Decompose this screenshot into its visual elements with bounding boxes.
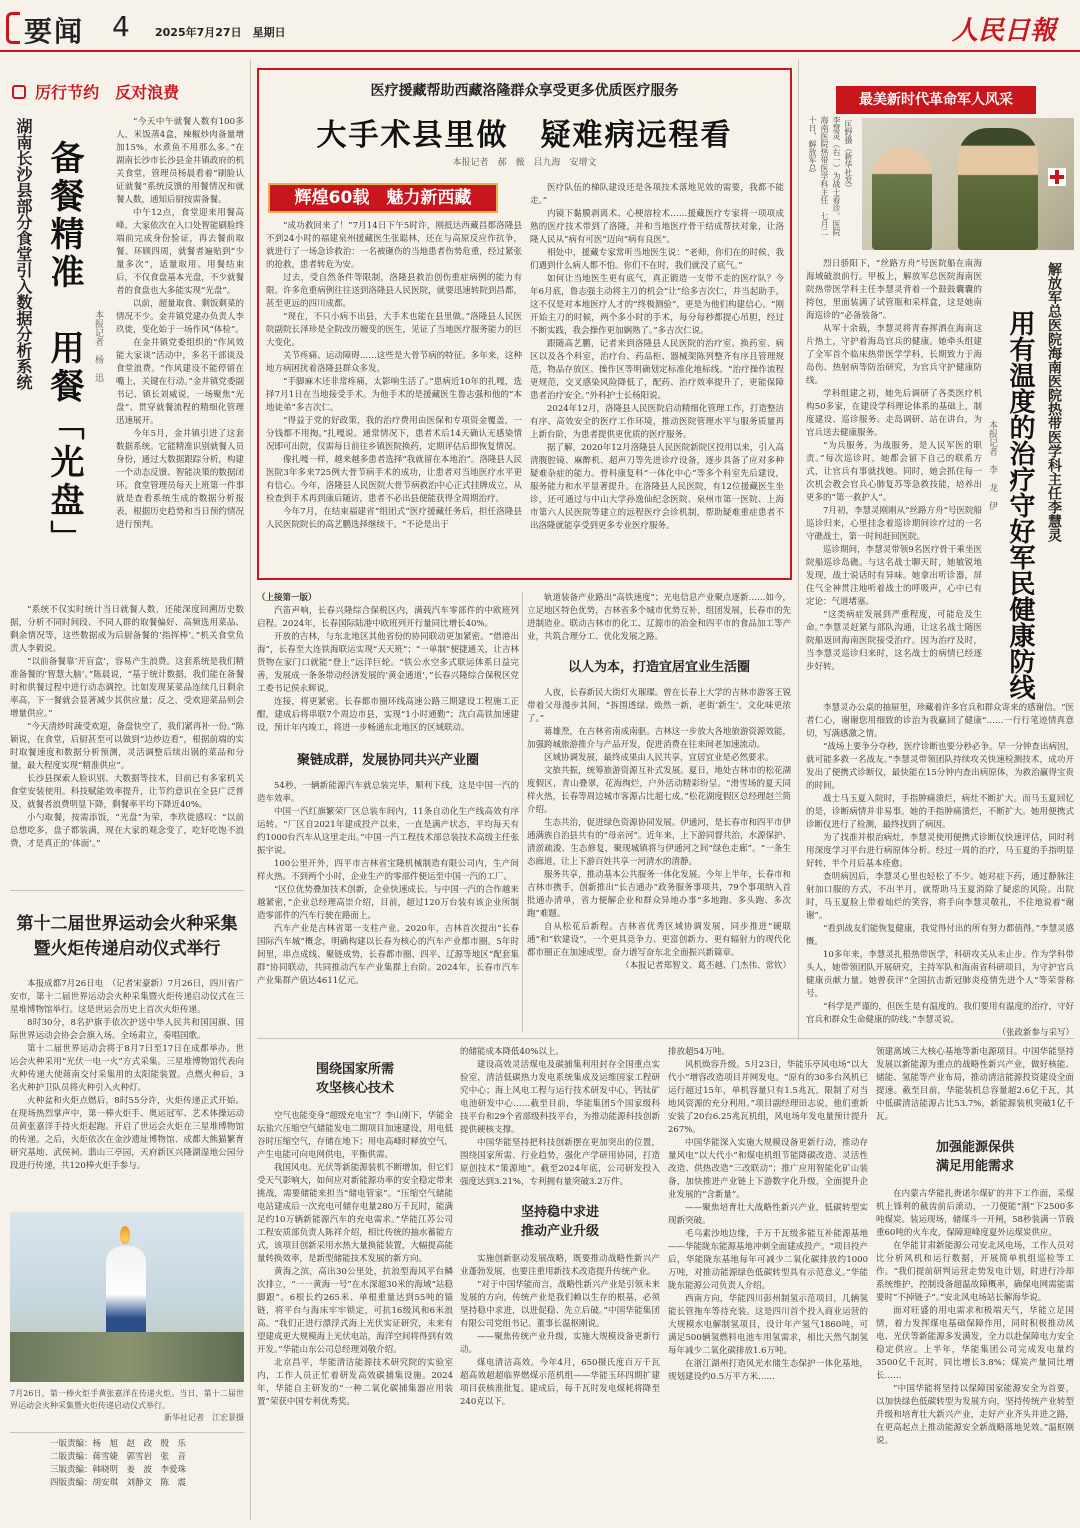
energy-para: 黄海之滨，高出30公里处，抗浪型海风平台鳞次排立，“一一黄海一号”在水深超30米的海域“站稳脚跟”。6根长约265米、单根重量达到55吨的锚链，将平台与海床牢牢锁定，可抗16级风和6米浪高。“我们正进行漂浮式海上光伏实证研究，未来有望建成更大规模海上光伏电站，海洋空间将得到有效开发。”华能山东公司总经理刘敬介绍。 [257, 1267, 453, 1355]
left-para: 长沙县探索人脸识别、大数据等技术，目前已有多家机关食堂安装使用。科技赋能效率提升，让节约意识在全县广泛普及，就餐者浪费明显下降，剩餐率平均下降近40%。 [10, 774, 244, 810]
editor-names: 胡安琪 刘静文 陈 震 [92, 1478, 187, 1488]
energy-para: 的储能成本降低40%以上。 [460, 1047, 564, 1057]
feature-para: “得益于党的好政策，我的治疗费用由医保和专项资金覆盖，一分钱都不用掏。”扎嘎说。通常情况下，患者术后14天确认无感染情况即可出院，仅需每日前往乡镇医院换药，定期评估后即恢复情况。 [266, 416, 522, 452]
energy-col-4 [876, 1046, 1074, 1520]
right-para: 巡诊期间，李慧灵带领9名医疗骨干乘坐医院船巡诊岛礁。与这名战士聊天时，她敏锐地发现，战士说话时有异味。她拿出听诊器，屏住气全神贯注地听着战士的呼吸声，心中已有定论：气道堵塞。 [806, 545, 982, 607]
feature-para: 关节疼痛、运动障碍……这些是大骨节病的特征。多年来，这种地方病困扰着洛隆县群众多发。 [266, 351, 522, 374]
continuation-label: （上接第一版） [257, 593, 317, 603]
torch-para: 本报成都7月26日电 （记者宋豪新）7月26日，四川省广安市，第十二届世界运动会火种采集暨火炬传递启动仪式在三星堆博物馆举行。这是世运会历史上首次火炬传递。 [10, 979, 244, 1015]
jilin-para: 生态共治，促进绿色资源协同发展。伊通河，是长春市和四平市伊通满族自治县共有的“母亲河”。近年来，上下游同督共治，水源保护、清淤疏浚、生态修复，聚现城镇将与伊通河之间“绿色走廊”。“一条生态廊道，让上下游百姓共享一河清水的清静。 [527, 818, 791, 867]
right-byline: 本报记者 李 龙 伊 [987, 420, 997, 510]
feature-column-b [530, 182, 784, 572]
torch-article [10, 978, 244, 1208]
feature-para: 像扎嘎一样，越来越多患者选择“我就留在本地治”。洛隆县人民医院3年多来725例大骨节病手术的成功，让患者对当地医疗水平更有信心。今年，洛隆县人民医院大骨节病救治中心正式挂牌成立，从检查到手术再到康后随访，患者不必出县便能获得全周期治疗。 [266, 455, 522, 504]
right-para: 查明病因后，李慧灵心里也轻松了不少。她对症下药，通过静脉注射加口服的方式，不出半月，就帮助马玉夏消除了疑虑的风险。出院时，马玉夏脸上带着灿烂的笑容，将手向李慧灵敬礼，不住地说着“谢谢”。 [806, 872, 1074, 921]
feature-para: “成功救回来了！”7月14日下午5时许，刚抵达西藏昌都洛隆县不到24小时的福建泉州援藏医生张聪林，还在与高原反应作抗争，就进行了一场急诊救治：一名被砸伤的当地患者伤势危重，经过紧张的抢救，患者转危为安。 [266, 221, 522, 270]
left-para: “今天清炒时蔬受欢迎，备盘快空了，我们紧再补一份。”陈颖说，在食堂，后厨甚至可以做到“边炒边看”，根据前端的实时取餐速度和数据分析预测，灵活调整后续出锅的菜品和分量，最大程度实现“精准供应”。 [10, 722, 244, 771]
energy-para: 面对旺盛的用电需求和极端天气，华能立足国情，着力发挥煤电基础保障作用，同时积极推动风电、光伏等新能源多发满发，全力以赴保障电力安全稳定供应。上半年，华能集团公司完成发电量约3500亿千瓦时，同比增长3.8%；煤炭产量同比增长…… [876, 1306, 1074, 1381]
caption-text: 7月26日，第一棒火炬手黄张嘉洋在传递火炬。当日，第十二届世界运动会火种采集暨火炬传递启动仪式举行。 [10, 1389, 244, 1410]
editor-names: 蒋雪婕 郭雪岩 张 音 [92, 1452, 187, 1462]
left-headline: 备餐精准 用餐「光盘」 [44, 140, 84, 558]
right-para: 为了找准并根治病灶，李慧灵使用便携式诊断仪快速评估，同时利用深度学习平台进行病原体分析。经过一周的治疗，马玉夏的手指明显好转，半个月后基本痊愈。 [806, 833, 1074, 869]
right-para: 李慧灵办公桌的抽屉里，珍藏着许多官兵和群众寄来的感谢信。“医者仁心，谢谢您用细致的诊治为我赢回了健康”……一行行笔迹情真意切，写满感激之情。 [806, 703, 1074, 739]
energy-para: 建设高效灵活煤电及碳捕集利用封存全国重点实验室，清洁低碳热力发电系统集成及运维国家工程研究中心；海上风电工程与运行技术研发中心，钙钛矿电池研发中心……截至目前，华能集团5个国家级科技平台和29个省部级科技平台，为推动能源科技创新提供硬核支撑。 [460, 1060, 660, 1135]
editor-line [50, 1477, 240, 1490]
crowd-band [10, 1332, 244, 1382]
torch-para: 第十二届世界运动会将于8月7日至17日在成都举办。世运会火种采用“光伏一电一火”方式采集。三星堆博物馆代表向火种传递大使蒋南交付采集用的太阳能装置。点燃火种后，3名火种护卫队员将火种引入火种灯。 [10, 1044, 244, 1093]
red-cross-icon [1048, 168, 1066, 186]
right-kicker-text: 最美新时代革命军人风采 [859, 92, 1013, 108]
torch-headline [10, 912, 244, 962]
editor-names: 韩晓明 姜 波 李爱珠 [92, 1465, 187, 1475]
energy-para: 中国华能坚持把科技创新摆在更加突出的位置，围绕国家所需、行业趋势，强化产学研用协同，打造原创技术“策源地”。截至2024年底，公司研发投入强度达到3.21%，专利拥有量突破3.2万件。 [460, 1138, 660, 1187]
energy-para: 实施创新驱动发展战略，既要推动战略性新兴产业蓬勃发展，也要注重用新技术改造提升传统产业。 [460, 1254, 660, 1277]
right-para: “这类病症发展到严重程度，可能危及生命。”李慧灵赶紧与部队沟通，让这名战士随医院船返回海南医院接受治疗。因为治疗及时，当李慧灵巡诊归来时，这名战士的病情已经逐步好转。 [806, 610, 982, 672]
thrift-kicker [12, 80, 242, 108]
masthead [0, 0, 1080, 52]
jilin-para: 区域协调发展，最终成果由人民共享，宜居宜业是必然要求。 [544, 753, 774, 763]
doctor-figure-right [958, 128, 1038, 250]
jilin-para: 服务共享，推动基本公共服务一体化发展。今年上半年，长春市和吉林市携手，创新推出“长吉通办”政务服务事项共，79个事项纳入首批通办清单，省力便解企业和群众异地办事“多地跑、多头跑、多次跑”难题。 [527, 870, 791, 919]
editor-role: 三版责编： [50, 1465, 93, 1475]
jilin-para: 汽车产业是吉林省第一支柱产业。2020年，吉林首次提出“长春国际汽车城”概念，明确构建以长春为核心的汽车产业都市圈。5年时间里，串点成线、聚链成势，长春都市圈、四平、辽源等地区“配套集群”协同联动，共同推动汽车产业集群上台阶。2024年，长春市汽车产业集群产值达4611亿元。 [257, 924, 519, 986]
feature-para: 医疗队伍的梯队建设还是各项技术落地见效的需要，我都不能走。” [530, 183, 784, 206]
right-headline: 用有温度的治疗守好军民健康防线 [1005, 310, 1035, 700]
energy-para: 领建离域三大核心基地等新电源项目。中国华能坚持发展以新能源为重点的战略性新兴产业，做好核能、储能、氢能等产业布局，推动清洁能源投资建设全面提速。截至目前，华能装机总容量超2.6亿千瓦，其中低碳清洁能源占比53.7%，新能源装机突破1亿千瓦。 [876, 1047, 1074, 1122]
energy-subhead-upgrade: 坚持稳中求进 推动产业升级 [520, 1205, 599, 1239]
badge-text: 辉煌60载 魅力新西藏 [294, 188, 472, 208]
energy-para: 西南方向，华能四川彭州制氢示范项目，几辆氢能长管拖车等待充装。这是四川首个投入商业运营的大规模水电解制氢项目，设计年产氢气1860吨，可满足500辆氢燃料电池车用氢需求，相比天然气制氢每年减少二氧化碳排放1.6万吨。 [668, 1294, 868, 1356]
feature-para: 相处中，援藏专家常听当地医生说：“老师，你们在的时候，我们遇到什么病人都不怕。你们不在时，我们就没了底气。” [530, 248, 784, 271]
left-para: “今天中午就餐人数有100多人，米饭蒸4盒，辣椒炒肉备量增加15%，水煮鱼不用那么多。”在湖南长沙市长沙县金井镇政府的机关食堂，管理员杨晨看着“刷脸认证就餐”系统反馈的用餐情况和就餐人数，通知后厨按需备餐。 [116, 117, 244, 205]
left-para: 在金井镇党委组织的“作风效能大家谈”活动中，多名干部谈及食堂浪费。“作风建设不能停留在嘴上，关键在行动。”金井镇党委副书记、镇长刘威说，一场聚焦“光盘”、贯穿就餐流程的精细化管理迅速展开。 [116, 338, 244, 426]
energy-col-2 [460, 1046, 660, 1520]
right-para: “看到战友们能恢复健康，我觉得付出的所有努力都值得。”李慧灵感慨。 [806, 924, 1074, 947]
jilin-para: 54秒，一辆新能源汽车就总装完毕，顺利下线，这是中国一汽的造车效率。 [257, 781, 519, 804]
soldier-figure-left [872, 148, 932, 250]
jilin-para: 连接，将更紧密。长春都市圈环线高速公路三期建设工程施工正酣，建成后将串联7个周边市县，实现“1小时通勤”；沈白高铁加速建设，预计年内竣工，将进一步畅通东北地区的区域联动。 [257, 697, 519, 733]
torch-headline-line1: 第十二届世界运动会火种采集 [16, 914, 238, 934]
energy-para: “对于中国华能而言，战略性新兴产业是引领未来发展的方向，传统产业是我们赖以生存的根基，必须坚持稳中求进，以进促稳、先立后破。”中国华能集团有限公司党组书记、董事长温枢刚说。 [460, 1280, 660, 1329]
section-title: 要闻 [24, 15, 85, 48]
editor-role: 二版责编： [50, 1452, 93, 1462]
jilin-footer: （本报记者郑智文、葛丕越、门杰伟、常钦） [620, 961, 791, 971]
editors-box [50, 1438, 240, 1490]
feature-para: 如何让当地医生更有底气，真正锻造一支带不走的医疗队？今年6月底，鲁志强主动将主刀的机会“让”给多吉次仁，并当起助手。这不仅是对本地医疗人才的“终极测验”，更是为他们构建信心。“刚开始主刀的时候，两个多小时的手术，每分每秒都提心吊胆，经过不断实践，我会操作更加娴熟了。”多吉次仁说。 [530, 274, 784, 336]
jilin-col-1 [257, 592, 519, 1034]
kicker-icon [12, 85, 26, 99]
left-subhead: 湖南长沙县部分食堂引入数据分析系统 [14, 118, 33, 390]
right-para: 从军十余载，李慧灵将青春挥洒在海南这片热土，守护着海岛官兵的健康。她牵头组建了全军首个临床热带医学学科，长期致力于海岛伤、热射病等防治研究，为官兵守护健康防线。 [806, 324, 982, 386]
jilin-para: 轨道装备产业路出“高铁速度”；光电信息产业聚点逐新……如今，立足地区特色优势，吉林省多个城市优势互补，组团发展，长春市的先进制造业、联动吉林市的化工、辽源市的冶金和四平市的食品加工等产业，共筑合理分工、优化发展之路。 [527, 593, 791, 642]
energy-col-3 [668, 1046, 868, 1520]
energy-para: “中国华能将坚持以保障国家能源安全为首要，以加快绿色低碳转型为发展方向，坚持传统产业转型升级和培育壮大新兴产业，走好产业齐头并进之路，在更高起点上推动能源安全新战略落地见效。”温枢刚说。 [876, 1384, 1074, 1446]
feature-column-a [266, 220, 522, 572]
right-para: “为兵服务，为战服务，是人民军医的职责。”每次巡诊时，她都会留下自己的联系方式，让官兵有事就找她。同时，她会抓住每一次机会教会官兵心肺复苏等急救技能，培养出更多的“第一救护人”。 [806, 441, 982, 503]
kicker-text: 厉行节约 反对浪费 [35, 83, 180, 102]
editor-names: 杨 旭 赵 政 殷 乐 [92, 1439, 187, 1449]
energy-para: 空气也能变身“超级充电宝”？李山刚下，华能金坛盐穴压缩空气储能发电二期项目加速建设，用电低谷时压缩空气，存储在地下；用电高峰时释放空气，产生电能可向电网供电，平衡供需。 [257, 1111, 453, 1160]
energy-para: 我国风电、光伏等新能源装机不断增加，但它们受天气影响大，如何应对新能源功率的安全稳定带来挑战，需要储能来担当“储电管家”。“压缩空气储能电站建成后一次充电可储存电量280万千瓦时，能满足约10万辆新能源汽车的充电需求。”华能江苏公司工程安质部负责人陈祥介绍，相比传统的抽水蓄能方式，该项目创新采用水热大量换能装置，大幅提高能量转换效率，是新型储能技术发展的新方向。 [257, 1163, 453, 1264]
jilin-para: 自从松花后新程。吉林省优秀区域协调发展，同步推进“硬联通”和“软建设”，一个更具竞争力、更富创新力、更有辐射力的现代化都市圈正在加速成型，奋力谱写奋东北全面振兴新篇章。 [527, 922, 791, 958]
feature-byline: 本报记者 郝 薇 吕九海 安增文 [452, 158, 597, 168]
divider [10, 890, 244, 891]
left-article-upper [116, 116, 244, 602]
left-para: 小勺取餐，按需添饭，“光盘”为荣，李玖徙感叹：“以前总想吃多，盘子都装满，现在大家的观念变了，吃好吃饱不浪费，才是真正的‘体面’。” [10, 813, 244, 849]
right-para: 10多年来，李慧灵扎根热带医学，科研攻关从未止步。作为学科带头人，她带领团队开展研究，主持军队和海南省科研项目，为守护官兵健康贡献力量。她曾获评“全国抗击新冠肺炎疫情先进个人”等荣誉称号。 [806, 950, 1074, 999]
feature-para: 内镜下黏膜剥离术、心梗溶栓术……援藏医疗专家将一项项成熟的医疗技术带到了洛隆，并和当地医疗骨干结成帮扶对象，让洛隆人民从“病有可医”迈向“病有良医”。 [530, 209, 784, 245]
left-para: 今年5月，金井镇引进了这套数据系统。它能精准识别就餐人员身份，通过大数据跟踪分析，构建一个动态反馈、智能决策的数据闭环。食堂管理员每天上班第一件事就是查看系统生成的数据分析报表，根据历史趋势和当日预约情况进行预判。 [116, 429, 244, 530]
jilin-subhead-industry: 聚链成群，发展协同共兴产业圈 [296, 753, 479, 768]
jilin-para: 开放的吉林，与东北地区其他省份的协同联动更加紧密。“借港出海”，长春至大连铁海联运实现“天天班”；“一单制”便捷通关，让吉林货物在家门口就能“登上”远洋巨轮。“铁公水空多式联运体系日益完善，发展成一条条带动经济发展的‘黄金通道’，”长春兴隆综合保税区党工委书记侯永辉说。 [257, 632, 519, 694]
torch-photo [10, 1212, 244, 1382]
feature-para: 过去，受自然条件等限制，洛隆县救治创伤重症病例的能力有限。许多危重病例往往送到洛隆县人民医院，就要迅速转院到昌都，甚至更远的四川成都。 [266, 273, 522, 309]
right-kicker [836, 86, 1036, 114]
right-photo-credit: 匡野摄（新华社发） [844, 120, 853, 192]
energy-para: 在浙江湖州打造风光水储生态保护一体化基地，规划建设约0.5万平方米…… [668, 1359, 868, 1382]
right-footer: （张政新参与采写） [997, 1028, 1074, 1038]
feature-kicker: 医疗援藏帮助西藏洛隆群众享受更多优质医疗服务 [370, 83, 679, 99]
jilin-para: 中国一汽红旗繁荣厂区总装车间内，11条自动化生产线高效有序运转。“厂区自2021年建成投产以来，一直是满产状态，平均每天有约1000台汽车从这里走出。”中国一汽工程技术部总装技术高级主任张振宇说。 [257, 807, 519, 856]
right-para: 战士马玉夏入院时，手指肿痛溃烂，病灶不断扩大。而马玉夏回忆的是，诊断病情并非易事。她的手指肿痛溃烂，不断扩大。她用便携式诊断仪进行了检测，最终找到了病因。 [806, 794, 1074, 830]
page-number: 4 [112, 10, 130, 43]
jilin-para: 100公里开外，四平市吉林省宝隆机械制造有限公司内，生产间样火热。不到两个小时，企业生产的零部件便运至中国一汽的工厂。 [257, 859, 519, 882]
issue-date: 2025年7月27日 星期日 [155, 26, 286, 39]
torch-para: 8时30分，8名护旗手依次护送中华人民共和国国旗、国际世界运动会协会会旗入场。全场肃立，奏唱国歌。 [10, 1018, 244, 1041]
feature-para: “现在，不只小病不出县，大手术也能在县里做。”洛隆县人民医院副院长泽珍是全院改历嬗变的医生，见证了当地医疗服务能力的巨大变化。 [266, 312, 522, 348]
energy-col-1 [257, 1046, 453, 1520]
doctor-photo [862, 118, 1074, 250]
energy-subhead-tech: 围绕国家所需 攻坚核心技术 [315, 1062, 394, 1096]
tibet-badge [268, 183, 498, 213]
torch-flame-icon [120, 1226, 130, 1244]
left-article-lower [10, 604, 244, 876]
right-article-lower [806, 702, 1074, 1038]
torch-headline-line2: 暨火炬传递启动仪式举行 [33, 939, 221, 959]
jilin-para: “区位优势叠加技术创新，企业快速成长。与中国一汽的合作越来越紧密，”企业总经理高崇介绍，目前，超过120万台装有该企业所制造零部件的汽车行驶在路面上。 [257, 885, 519, 921]
section-divider [257, 1038, 1074, 1039]
left-para: “以前备餐靠‘开盲盒’，容易产生浪费。这套系统是我们精准备餐的‘智慧大脑’。”陈晨说，“基于统计数据，我们能在备餐时和供餐过程中进行动态调控。比如发现某菜品连续几日剩余率高，下一餐就会显著减少其供应量；反之，受欢迎菜品则会增量供应。” [10, 657, 244, 719]
masthead-left-bracket [6, 12, 20, 44]
right-photo-caption: 李慧灵（右一）为战士看诊。医院海南医院热带医学科主任 七月二十日，解放军总 [808, 116, 841, 236]
jilin-para: 汽笛声响，长春兴隆综合保税区内，满载汽车零部件的中欧班列启程。2024年，长春国际陆港中欧班列开行量同比增长40%。 [257, 606, 519, 629]
right-para: “战场上要争分夺秒，医疗诊断也要分秒必争。早一分钟查出病因，就可能多救一名战友。”李慧灵带领团队持续攻关快速检测技术，成功开发出了便携式诊断仪，最快能在15分钟内查出病原体，为救治赢得宝贵的时间。 [806, 742, 1074, 791]
right-para: 学科组建之初，她先后调研了各类医疗机构50多家，在建设学科理论体系的基础上，制度建设、巡诊服务、走岛调研、站在讲台，为官兵送去健康服务。 [806, 389, 982, 438]
torch-photo-caption [10, 1388, 244, 1424]
energy-para: 煤电清洁高效。今年4月，650摄氏度百万千瓦超高效超超临界燃煤示范机组——华能玉环四期扩建项目获核准批复。建成后，每千瓦时发电煤耗将降至240克以下。 [460, 1358, 660, 1407]
column-divider [522, 592, 523, 1032]
editor-line [50, 1451, 240, 1464]
right-para: “科学是严谨的，但医生是有温度的。我们要用有温度的治疗，守好官兵和群众生命健康的防线。”李慧灵说。 [806, 1002, 1074, 1025]
right-para: 烈日骄阳下，“丝路方舟”号医院船在南海海域破浪前行。甲板上，解放军总医院海南医院热带医学科主任李慧灵背着一个鼓鼓囊囊的挎包，里面装满了试管瓶和采样盒，这是她南海巡诊的“必备装备”。 [806, 259, 982, 321]
feature-para: 2024年12月，洛隆县人民医院启动精细化管理工作，打造整洁有序、高效安全的医疗工作环境，推动医院管理水平与服务质量再上新台阶，为患者提供更优质的医疗服务。 [530, 404, 784, 440]
newspaper-logo: 人民日報 [952, 16, 1057, 46]
masthead-rule [0, 50, 1080, 52]
jilin-subhead-livable: 以人为本，打造宜居宜业生活圈 [567, 660, 750, 675]
energy-para: 北京昌平，华能清洁能源技术研究院的实验室内，工作人员正忙着研发高效碳捕集设施。2024年，华能自主研发的“一种二氧化碳捕集器应用装置”荣获中国专利优秀奖。 [257, 1358, 453, 1407]
torch-para: 火种盆和火炬点燃后，8时55分许，火炬传递正式开始。在现场热烈掌声中，第一棒火炬手、奥运冠军、艺术体操运动员黄张嘉洋手持火炬起跑。开启了世运会火炬在三星堆博物馆的传递。之后，火炬依次在金沙遗址博物馆、成都大熊猫繁育研究基地、武侯祠、翡山三亭园，天府新区兴隆湖湿地公园分段进行传递，共120棒火炬手参与。 [10, 1096, 244, 1171]
left-para: “系统不仅实时统计当日就餐人数，还能深度回溯历史数据，分析不同时间段、不同人群的取餐偏好、高频选用菜品、剩余情况等，这些数据成为后厨备餐的‘指挥棒’。”机关食堂负责人李毅说。 [10, 605, 244, 654]
left-byline: 本报记者 杨 迅 [93, 310, 103, 382]
energy-para: ——聚焦传统产业升级，实施大规模设备更新行动。 [460, 1332, 660, 1355]
right-subhead: 解放军总医院海南医院热带医学科主任李慧灵 [1046, 262, 1062, 542]
column-divider [798, 60, 799, 1040]
editor-line [50, 1464, 240, 1477]
left-para: 以前，超量取食、剩饭剩菜的情况不少。金井镇党建办负责人李玖徙，变化始于一场作风“体检”。 [116, 299, 244, 335]
caption-credit: 新华社记者 江宏景摄 [164, 1413, 244, 1422]
feature-para: 据了解，2020年12月洛隆县人民医院新院区投用以来，引入高清腹腔镜、麻醉机、超声刀等先进诊疗设备，逐步具备了应对多种疑难杂症的能力。骨科康复科“一体化中心”等多个科室先后建设，服务能力和水平显著提升。在洛隆县人民医院，有12位援藏医生坐诊，还可通过与中山大学孙逸仙纪念医院、泉州市第一医院、上海市第六人民医院等建立的远程医疗会诊机制，帮助疑难重症患者不出洛隆就能享受到更多专业医疗服务。 [530, 443, 784, 531]
feature-headline: 大手术县里做 疑难病远程看 [316, 118, 733, 153]
jilin-para: 蒋雄焘，在吉林省南成南驱。吉林这一步放大各地旅游资源效能，加强跨城旅游推介与产品开发，促进消费在往来间老加速流动。 [527, 727, 791, 750]
jilin-para: 人夜，长春新民大街灯火璀璨。曾在长春上大学的吉林市游客王锐带着父母漫步其间，“拆围透绿、焕然一新，老街‘新生’，文化味更浓了。” [527, 688, 791, 724]
feature-para: “手脚麻木还非常疼痛，太影响生活了。”患病近10年的扎嘎，选择7月1日在当地接受手术。为他手术的是援藏医生鲁志强和他的“本地徒弟”多吉次仁。 [266, 377, 522, 413]
energy-para: ——聚焦培育壮大战略性新兴产业，低碳转型实现新突破。 [668, 1203, 868, 1226]
energy-para: 在华能甘肃新能源公司安北风电场，工作人员对比分析风机和运行数据，开展简单机组巡检等工作。“我们提前研判运营走势发电计划，时进行冷却系统维护，控制设备超温故障概率，确保电网需能需要时“不掉链子”。”安北风电场站长解海华说。 [876, 1241, 1074, 1303]
energy-para: 风机焕容升级。5月23日，华能乐亭风电场“以大代小”增容改造项目并网发电。“原有的30多台风机已运行超过15年，单机容量只有1.5兆瓦，限制了对当地风资源的充分利用。”项目副经理田志说，他们重新安装了20台6.25兆瓦机组，风电场年发电量预计提升267%。 [668, 1060, 868, 1135]
energy-para: 中国华能深入实施大规模设备更新行动，推动存量风电“以大代小”和煤电机组节能降碳改造、灵活性改造、供热改造“三改联动”；推广应用智能化矿山装备，加快推进产业链上下游数字化升级，全面提升企业发展的“含新量”。 [668, 1138, 868, 1200]
right-para: 7月初，李慧灵刚刚从“丝路方舟”号医院船巡诊归来，心里挂念着巡诊期间诊疗过的一名守礁战士，第一时间赶回医院。 [806, 506, 982, 542]
feature-para: 跟随高艺鹏，记者来到洛隆县人民医院的治疗室、换药室、病区以及各个科室，治疗台、药品柜、器械架陈列整齐有序且管理规范，物品存放区、操作区等明确划定标准化地标线。“治疗操作流程更规范，交叉感染风险降低了，配药、治疗效率提升了，更能保障患者治疗安全。”外科护士长杨阳说。 [530, 339, 784, 401]
editor-role: 四版责编： [50, 1478, 93, 1488]
divider [10, 1432, 244, 1433]
jilin-para: 文旅共振，统筹旅游资源互补式发展。夏日，地处吉林市的松花湖度假区，青山叠翠，花海绚烂，户外活动精彩纷呈。“滑雪场的夏天同样火热，长春等周边城市客源占比超七成。”松花湖度假区总经理赵兰简介绍。 [527, 766, 791, 815]
energy-para: 在内蒙古华能扎赉诺尔煤矿的井下工作面，采煤机上锋利的截齿前后滚动，一刀便能“割”下2500多吨煤炭。装运现场，储煤斗一开闸，58秒装满一节载重60吨的火车皮，保障迎峰度夏外运煤炭供应。 [876, 1189, 1074, 1238]
editor-line [50, 1438, 240, 1451]
column-divider [250, 60, 251, 1520]
energy-para: 毛乌素沙地边缘，千万千瓦级多能互补能源基地——华能陇东能源基地冲刺全面建成投产。“项目投产后，华能陇东基地每年可减少二氧化碳排放约1000万吨，对推动能源绿色低碳转型具有示范意义。”华能陇东能源公司负责人介绍。 [668, 1229, 868, 1291]
energy-para: 排放超54万吨。 [668, 1047, 730, 1057]
jilin-col-2 [527, 592, 791, 1034]
feature-para: 今年7月，在结束福建省“组团式”医疗援藏任务后，担任洛隆县人民医院院长的高艺鹏选择继续干。“不论是出于 [266, 507, 522, 530]
left-para: 中午12点，食堂迎来用餐高峰。大家依次在入口处智能刷脸终端前完成身份验证，再去餐前取餐。环顾四周，就餐者遍贴到“少量多次”，适量取用。用餐结束后，不仅食盘基本光盘，不少就餐者的食盘也大多能实现“光盘”。 [116, 208, 244, 296]
editor-role: 一版责编： [50, 1439, 93, 1449]
energy-subhead-supply: 加强能源保供 满足用能需求 [935, 1140, 1014, 1174]
